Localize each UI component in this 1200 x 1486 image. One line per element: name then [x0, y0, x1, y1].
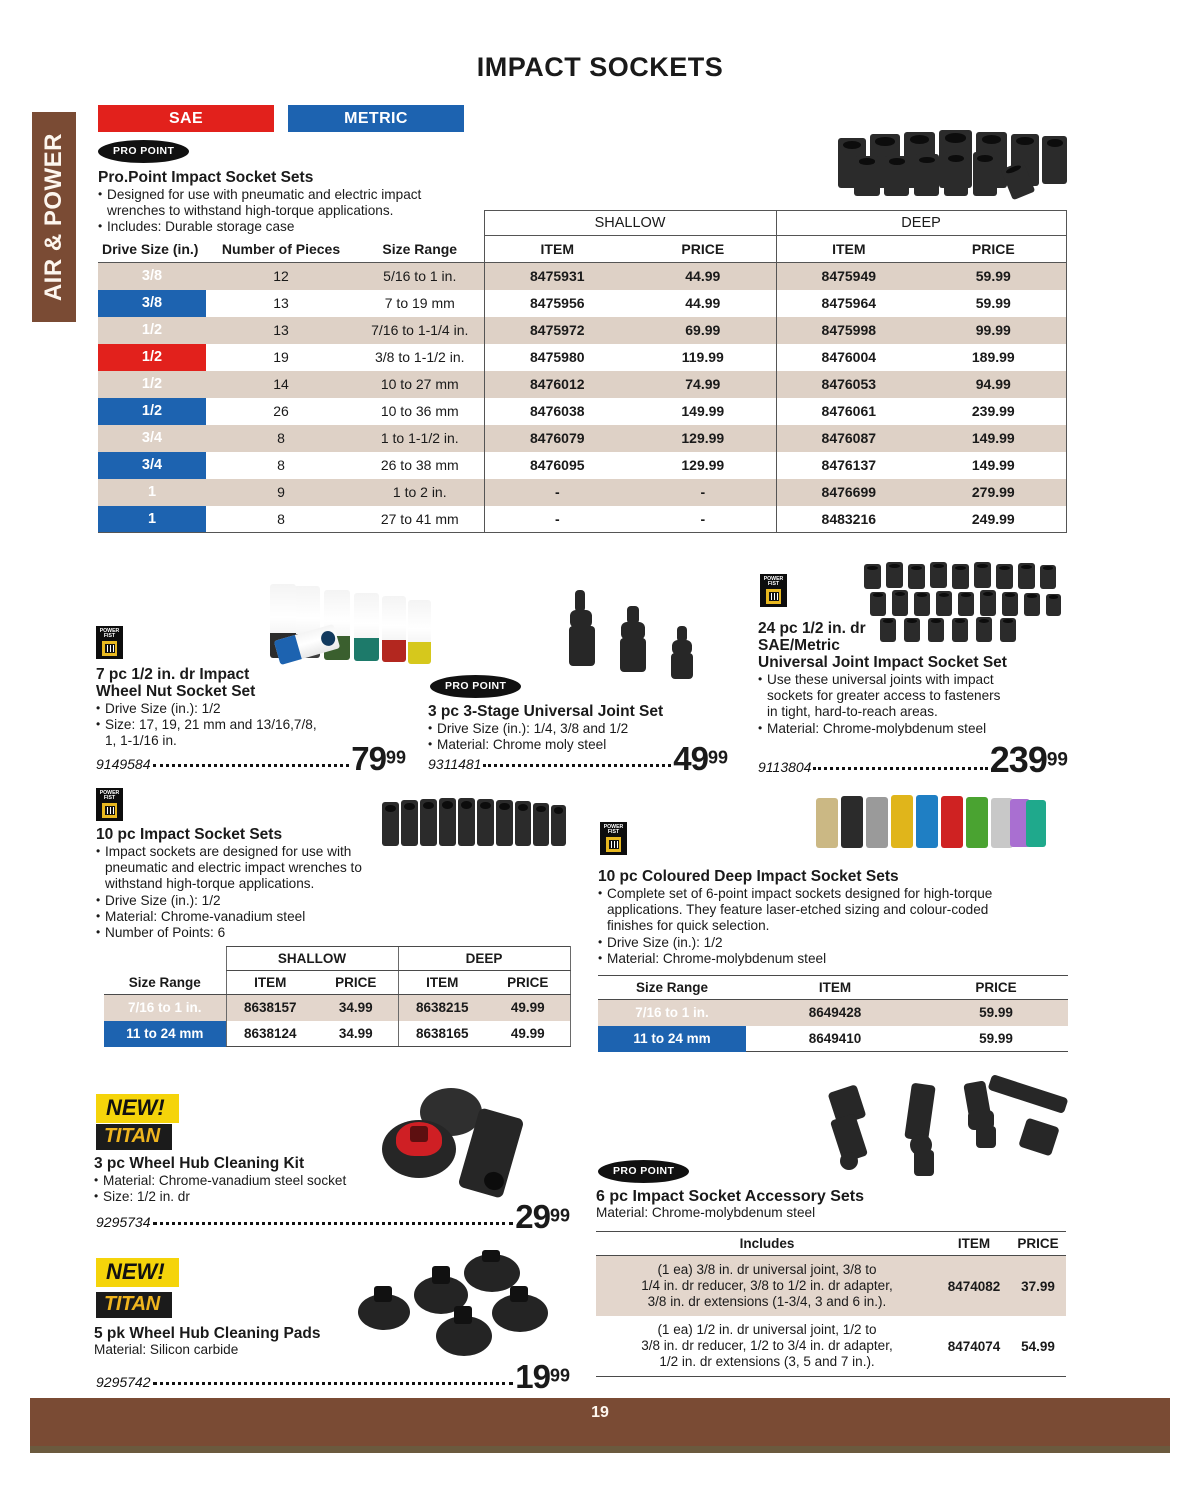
- cell-pieces: 8: [206, 506, 356, 533]
- bullet: • Drive Size (in.): 1/4, 3/8 and 1/2: [428, 721, 728, 737]
- table-row: [98, 452, 1066, 479]
- footer-shadow: [30, 1446, 1170, 1453]
- bullet: • Number of Points: 6: [96, 925, 426, 941]
- product-title-line3: Universal Joint Impact Socket Set: [758, 654, 1007, 671]
- section-tab-label: AIR & POWER: [40, 132, 67, 302]
- cell-shallow-price: 149.99: [681, 403, 725, 419]
- main-spec-table: [98, 210, 1066, 533]
- power-fist-badge-wheel-nut: [96, 626, 123, 659]
- sku: 9295734: [96, 1214, 151, 1231]
- cell-drive-size: 1/2: [98, 317, 206, 344]
- cell-size-range: 11 to 24 mm: [104, 1021, 226, 1047]
- cell-shallow-price: -: [630, 479, 776, 506]
- unit-tabs: [98, 105, 464, 132]
- table-row: [98, 371, 1066, 398]
- cell-pieces: 8: [277, 457, 285, 473]
- cell-pieces: 19: [273, 349, 289, 365]
- table-row: [98, 506, 1066, 533]
- uj-sku-price: [428, 740, 728, 777]
- accessory-sets: [596, 1188, 1036, 1221]
- cell-shallow-item: 8475931: [484, 263, 630, 290]
- bullet: • Impact sockets are designed for use with pneumatic and electric impact wrenches to withstand high-torque applications.: [96, 844, 416, 893]
- universal-joint-set-image: [565, 580, 730, 680]
- column-header-size-range: Size Range: [598, 976, 746, 1000]
- group-header-deep: DEEP: [398, 947, 570, 971]
- column-header-item: ITEM: [746, 976, 924, 1000]
- price: 1999: [515, 1358, 570, 1395]
- cell-shallow-item: -: [484, 506, 630, 533]
- table-row: [98, 398, 1066, 425]
- cell-drive-size: 3/4: [98, 425, 206, 452]
- bullet: • Material: Chrome moly steel: [428, 737, 728, 753]
- cell-shallow-price: 74.99: [630, 371, 776, 398]
- product-title: 10 pc Impact Socket Sets: [96, 826, 283, 843]
- column-header-shallow-price: PRICE: [630, 236, 776, 263]
- bullet: • Use these universal joints with impact sockets for greater access to fasteners in tight, hard-to-reach areas.: [758, 672, 1008, 721]
- group-header-shallow: SHALLOW: [226, 947, 398, 971]
- cell-deep-price: 149.99: [921, 425, 1066, 452]
- power-fist-logo: POWER FIST: [760, 574, 787, 607]
- coloured-deep-socket-image: [812, 786, 1044, 856]
- cell-pieces: 14: [206, 371, 356, 398]
- product-subtitle: Material: Silicon carbide: [94, 1342, 239, 1357]
- cell-deep-price: 239.99: [921, 398, 1066, 425]
- sku: 9113804: [758, 758, 812, 775]
- cell-shallow-price: 129.99: [681, 457, 725, 473]
- column-header-size-range: Size Range: [104, 971, 226, 995]
- new-flag-hub-pads: [96, 1258, 179, 1287]
- price: 2999: [515, 1198, 570, 1235]
- cell-pieces: 12: [206, 263, 356, 290]
- column-header-item: ITEM: [938, 1232, 1010, 1256]
- product-title: 7 pc 1/2 in. dr Impact: [96, 666, 250, 683]
- table-row: [98, 317, 1066, 344]
- bullet-cont: 1, 1-1/16 in.: [105, 733, 177, 749]
- product-title: 5 pk Wheel Hub Cleaning Pads: [94, 1325, 321, 1342]
- cell-drive-size: 3/8: [98, 263, 206, 290]
- power-fist-badge-uj-impact: [760, 574, 787, 607]
- cell-shallow-price: 34.99: [314, 995, 398, 1021]
- cell-drive-size: 3/4: [98, 452, 206, 479]
- wheel-nut-socket-set: [96, 666, 396, 750]
- cell-price: 59.99: [924, 1000, 1068, 1026]
- cell-deep-price: 49.99: [486, 995, 570, 1021]
- cell-shallow-price: 129.99: [630, 425, 776, 452]
- cell-deep-item: 8476087: [776, 425, 921, 452]
- coloured-deep-table: [598, 975, 1068, 1052]
- bullet: • Material: Chrome-molybdenum steel: [598, 951, 1018, 967]
- cell-deep-item: 8638165: [398, 1021, 486, 1047]
- cell-deep-price: 99.99: [921, 317, 1066, 344]
- table-row: [98, 344, 1066, 371]
- column-header-price: PRICE: [924, 976, 1068, 1000]
- cell-shallow-item: 8638124: [226, 1021, 314, 1047]
- cell-deep-item: 8483216: [776, 506, 921, 533]
- cell-size-range: 1 to 1-1/2 in.: [356, 425, 484, 452]
- dot-leader: [483, 764, 671, 767]
- bullet: • Size: 17, 19, 21 mm and 13/16,7/8,: [96, 717, 396, 733]
- price: 23999: [989, 739, 1068, 780]
- cell-pieces: 13: [273, 295, 289, 311]
- cell-drive-size: 1/2: [98, 398, 206, 425]
- cell-price: 37.99: [1010, 1256, 1066, 1317]
- cell-pieces: 9: [206, 479, 356, 506]
- product-bullets: [758, 672, 1048, 737]
- fist-icon: [102, 803, 117, 818]
- group-header-shallow: SHALLOW: [484, 211, 776, 236]
- impact-socket-set-image: [830, 112, 1070, 202]
- fist-icon: [102, 641, 117, 656]
- page-title: IMPACT SOCKETS: [476, 52, 724, 82]
- cell-drive-size: 1: [98, 506, 206, 533]
- cell-size-range: 10 to 36 mm: [380, 403, 459, 419]
- column-header-size-range: Size Range: [356, 236, 484, 263]
- cell-deep-item: 8476137: [776, 452, 921, 479]
- group-header-deep: DEEP: [776, 211, 1066, 236]
- table-row: [104, 1021, 570, 1047]
- cell-size-range: 7/16 to 1-1/4 in.: [356, 317, 484, 344]
- bullet: • Drive Size (in.): 1/2: [96, 893, 426, 909]
- cell-includes: (1 ea) 3/8 in. dr universal joint, 3/8 to 1/4 in. dr reducer, 3/8 to 1/2 in. dr adapter, 3/8 in. dr extensions (1-3/4, 3 and 6 in.).: [596, 1256, 938, 1317]
- titan-logo: TITAN: [96, 1124, 172, 1150]
- new-flag-hub-kit: [96, 1094, 179, 1123]
- product-title: 10 pc Coloured Deep Impact Socket Sets: [598, 868, 899, 885]
- table-row: [596, 1256, 1066, 1317]
- cell-deep-price: 279.99: [921, 479, 1066, 506]
- coloured-deep-sets: [598, 868, 1018, 967]
- power-fist-badge-coloured: [600, 822, 627, 855]
- column-header-drive-size: Drive Size (in.): [98, 236, 206, 263]
- dot-leader: [153, 1382, 514, 1385]
- cell-size-range: 5/16 to 1 in.: [356, 263, 484, 290]
- cell-shallow-price: 34.99: [314, 1021, 398, 1047]
- dot-leader: [813, 767, 987, 770]
- cell-item: 8649410: [746, 1026, 924, 1052]
- cell-size-range: 27 to 41 mm: [356, 506, 484, 533]
- product-title-line2: Wheel Nut Socket Set: [96, 683, 256, 700]
- cell-deep-price: 149.99: [921, 452, 1066, 479]
- cell-pieces: 26: [273, 403, 289, 419]
- cell-shallow-item: 8476038: [484, 398, 630, 425]
- dot-leader: [153, 764, 350, 767]
- cell-size-range: 3/8 to 1-1/2 in.: [375, 349, 465, 365]
- cell-deep-price: 249.99: [921, 506, 1066, 533]
- cell-deep-price: 49.99: [486, 1021, 570, 1047]
- wheel-nut-socket-set-image: [258, 572, 423, 677]
- cell-shallow-price: 44.99: [685, 295, 721, 311]
- pro-point-logo: PRO POINT: [98, 140, 189, 163]
- cell-deep-item: 8476699: [776, 479, 921, 506]
- accessory-sets-table: [596, 1231, 1066, 1377]
- impact-socket-sets-10pc: [96, 826, 426, 941]
- bullet: • Complete set of 6-point impact sockets designed for high-torque applications. They feature laser-etched sizing and colour-coded finishes for quick selection.: [598, 886, 998, 935]
- table-row: [598, 1026, 1068, 1052]
- cell-drive-size: 1/2: [98, 344, 206, 371]
- hub-cleaning-kit: [94, 1155, 424, 1205]
- column-header-shallow-item: ITEM: [484, 236, 630, 263]
- cell-size-range: 7 to 19 mm: [384, 295, 455, 311]
- product-bullets: [598, 886, 1018, 967]
- fist-icon: [766, 589, 781, 604]
- cell-shallow-item: 8475972: [484, 317, 630, 344]
- pro-point-badge-main: [98, 140, 189, 163]
- cell-shallow-item: 8476079: [484, 425, 630, 452]
- page-footer: [30, 1398, 1170, 1446]
- cell-pieces: 13: [206, 317, 356, 344]
- cell-shallow-price: 69.99: [630, 317, 776, 344]
- pro-point-logo: PRO POINT: [598, 1160, 689, 1183]
- sku: 9311481: [428, 756, 482, 773]
- product-bullets: [96, 844, 426, 941]
- cell-deep-item: 8475949: [776, 263, 921, 290]
- new-badge: NEW!: [96, 1094, 179, 1123]
- new-badge: NEW!: [96, 1258, 179, 1287]
- product-title-line2: SAE/Metric: [758, 637, 840, 654]
- table-row: [598, 1000, 1068, 1026]
- page-number: 19: [591, 1404, 609, 1421]
- bullet: • Material: Chrome-molybdenum steel: [758, 721, 988, 737]
- cell-shallow-item: 8475980: [484, 344, 630, 371]
- cell-deep-price: 189.99: [921, 344, 1066, 371]
- column-header-deep-price: PRICE: [486, 971, 570, 995]
- tab-sae[interactable]: SAE: [98, 105, 274, 132]
- sku: 9295742: [96, 1374, 151, 1391]
- column-header-shallow-price: PRICE: [314, 971, 398, 995]
- cell-deep-item: 8476053: [776, 371, 921, 398]
- cell-deep-price: 59.99: [921, 263, 1066, 290]
- sku: 9149584: [96, 756, 151, 773]
- power-fist-logo: POWER FIST: [600, 822, 627, 855]
- titan-badge-hub-kit: [96, 1124, 172, 1150]
- bullet: • Drive Size (in.): 1/2: [96, 701, 396, 717]
- cell-item: 8474074: [938, 1316, 1010, 1377]
- column-header-includes: Includes: [596, 1232, 938, 1256]
- bullet: • Includes: Durable storage case: [98, 219, 498, 235]
- cell-size-range: 26 to 38 mm: [380, 457, 459, 473]
- power-fist-logo: POWER FIST: [96, 788, 123, 821]
- impact-socket-10pc-table: [104, 946, 570, 1047]
- product-title: 3 pc 3-Stage Universal Joint Set: [428, 703, 664, 720]
- cell-shallow-price: 119.99: [681, 349, 724, 365]
- table-row: [98, 263, 1066, 290]
- pro-point-badge-accessory: [598, 1160, 689, 1183]
- price: 4999: [673, 740, 728, 777]
- cell-shallow-item: 8638157: [226, 995, 314, 1021]
- column-header-shallow-item: ITEM: [226, 971, 314, 995]
- cell-shallow-item: 8476095: [484, 452, 630, 479]
- cell-price: 59.99: [924, 1026, 1068, 1052]
- bullet: • Drive Size (in.): 1/2: [598, 935, 1018, 951]
- table-row: [98, 290, 1066, 317]
- bullet: • Material: Chrome-vanadium steel: [96, 909, 426, 925]
- cell-pieces: 8: [206, 425, 356, 452]
- product-title: 3 pc Wheel Hub Cleaning Kit: [94, 1155, 305, 1172]
- table-row: [596, 1316, 1066, 1377]
- hub-cleaning-pads: [94, 1325, 424, 1358]
- power-fist-badge-10pc: [96, 788, 123, 821]
- cell-size-range: 7/16 to 1 in.: [598, 1000, 746, 1026]
- column-header-deep-item: ITEM: [398, 971, 486, 995]
- bullet: • Designed for use with pneumatic and electric impact wrenches to withstand high-torque applications.: [98, 187, 498, 219]
- bullet: • Size: 1/2 in. dr: [94, 1189, 424, 1205]
- cell-shallow-price: 44.99: [630, 263, 776, 290]
- cell-size-range: 10 to 27 mm: [356, 371, 484, 398]
- cell-size-range: 11 to 24 mm: [598, 1026, 746, 1052]
- fist-icon: [606, 837, 621, 852]
- main-product-title: Pro.Point Impact Socket Sets: [98, 169, 314, 186]
- column-header-pieces: Number of Pieces: [206, 236, 356, 263]
- column-header-deep-item: ITEM: [776, 236, 921, 263]
- cell-deep-item: 8638215: [398, 995, 486, 1021]
- cell-size-range: 7/16 to 1 in.: [104, 995, 226, 1021]
- cell-drive-size: 1/2: [98, 371, 206, 398]
- hub-pads-sku-price: [96, 1358, 570, 1395]
- titan-badge-hub-pads: [96, 1292, 172, 1318]
- price: 7999: [351, 740, 406, 777]
- titan-logo: TITAN: [96, 1292, 172, 1318]
- pro-point-badge-uj: [430, 675, 521, 698]
- cell-size-range: 1 to 2 in.: [356, 479, 484, 506]
- pro-point-logo: PRO POINT: [430, 675, 521, 698]
- cell-item: 8649428: [746, 1000, 924, 1026]
- cell-deep-item: 8475964: [776, 290, 921, 317]
- table-row: [104, 995, 570, 1021]
- cell-shallow-price: -: [630, 506, 776, 533]
- cell-price: 54.99: [1010, 1316, 1066, 1377]
- cell-shallow-item: -: [484, 479, 630, 506]
- cell-deep-price: 59.99: [921, 290, 1066, 317]
- cell-item: 8474082: [938, 1256, 1010, 1317]
- cell-includes: (1 ea) 1/2 in. dr universal joint, 1/2 to 3/8 in. dr reducer, 1/2 to 3/4 in. dr adapter, 1/2 in. dr extensions (3, 5 and 7 in.).: [596, 1316, 938, 1377]
- uj-impact-sku-price: [758, 739, 1068, 780]
- product-title: 6 pc Impact Socket Accessory Sets: [596, 1188, 864, 1205]
- product-title: 24 pc 1/2 in. dr: [758, 620, 866, 637]
- dot-leader: [153, 1222, 514, 1225]
- accessory-sets-image: [826, 1082, 1074, 1187]
- tab-metric[interactable]: METRIC: [288, 105, 464, 132]
- hub-kit-sku-price: [96, 1198, 570, 1235]
- section-tab-air-and-power: [32, 112, 76, 322]
- table-row: [98, 479, 1066, 506]
- cell-shallow-item: 8475956: [484, 290, 630, 317]
- cell-deep-price: 94.99: [921, 371, 1066, 398]
- cell-deep-item: 8476061: [776, 398, 921, 425]
- product-bullets: [94, 1173, 424, 1205]
- power-fist-logo: POWER FIST: [96, 626, 123, 659]
- column-header-deep-price: PRICE: [921, 236, 1066, 263]
- cell-shallow-item: 8476012: [484, 371, 630, 398]
- bullet: • Material: Chrome-vanadium steel socket: [94, 1173, 424, 1189]
- cell-deep-item: 8476004: [776, 344, 921, 371]
- table-row: [98, 425, 1066, 452]
- cell-deep-item: 8475998: [776, 317, 921, 344]
- cell-drive-size: 1: [98, 479, 206, 506]
- cell-drive-size: 3/8: [98, 290, 206, 317]
- product-subtitle: Material: Chrome-molybdenum steel: [596, 1205, 816, 1220]
- uj-impact-socket-set: [758, 620, 1048, 737]
- column-header-price: PRICE: [1010, 1232, 1066, 1256]
